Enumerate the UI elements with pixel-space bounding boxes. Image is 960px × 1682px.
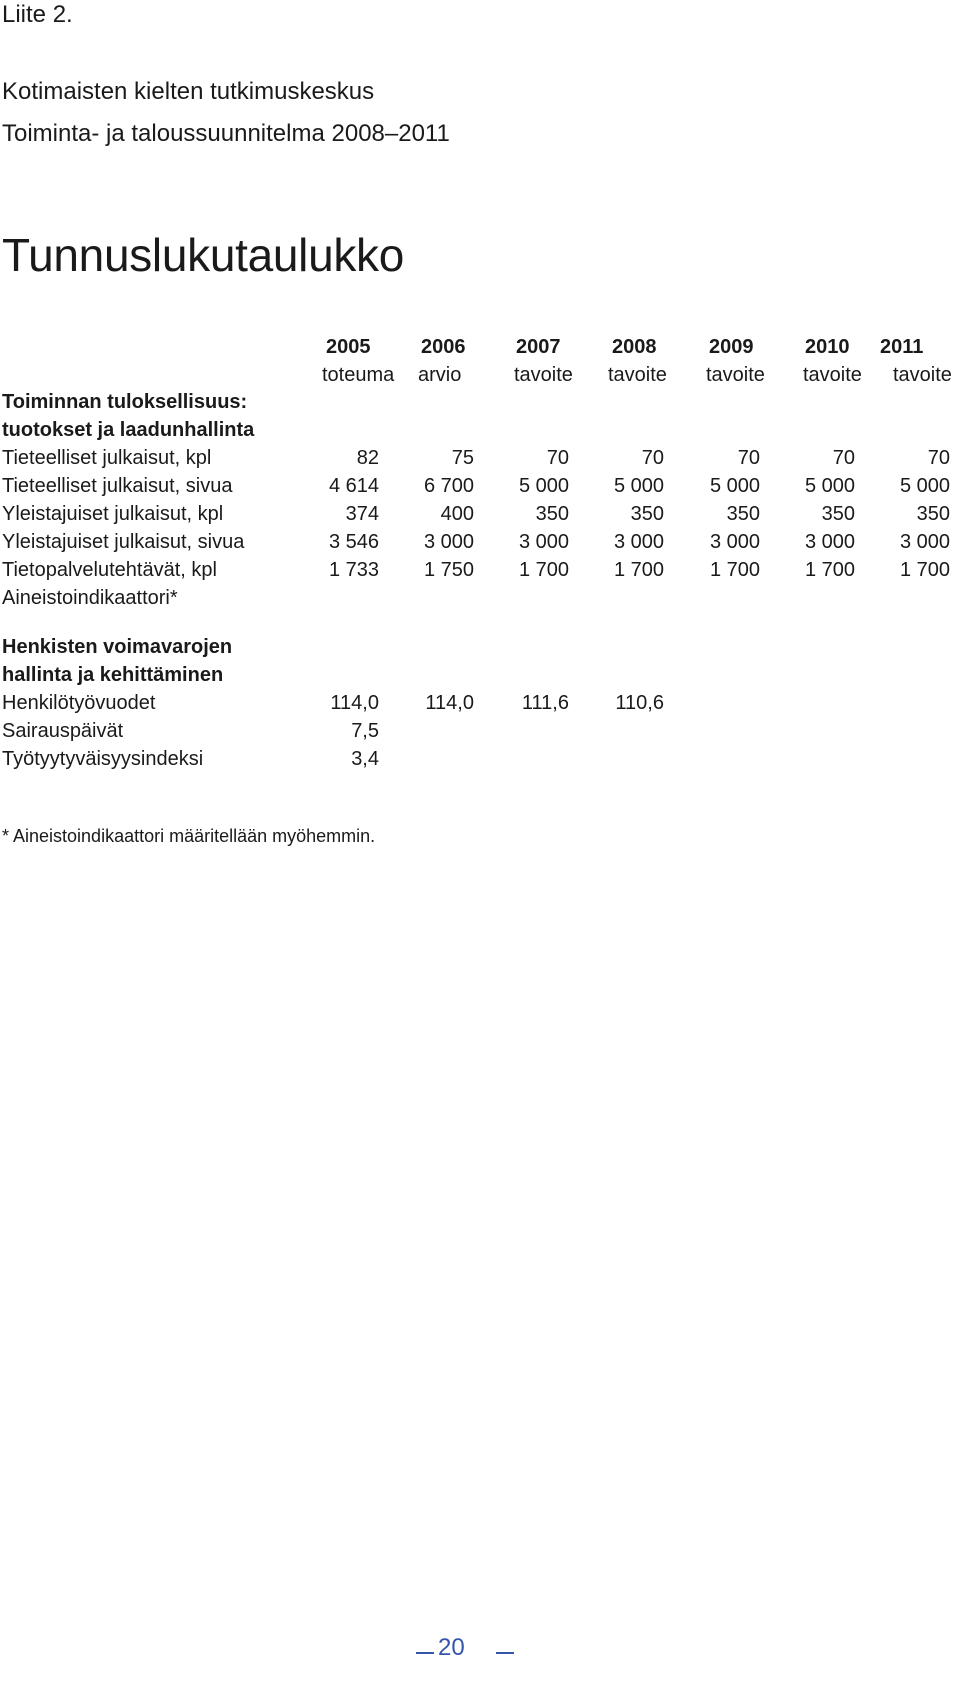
row-label: Tieteelliset julkaisut, kpl xyxy=(2,447,212,469)
column-type-2006: arvio xyxy=(418,364,462,386)
row-label: Henkilötyövuodet xyxy=(2,692,156,714)
cell-value: 350 xyxy=(821,503,855,525)
cell-value: 350 xyxy=(916,503,950,525)
column-type-2010: tavoite xyxy=(803,364,862,386)
cell-value: 3 000 xyxy=(709,531,760,553)
cell-value: 3 000 xyxy=(804,531,855,553)
column-type-2011: tavoite xyxy=(893,364,952,386)
row-label: Yleistajuiset julkaisut, kpl xyxy=(2,503,224,525)
cell-value: 1 750 xyxy=(423,559,474,581)
cell-value: 1 700 xyxy=(613,559,664,581)
row-label: Työtyytyväisyysindeksi xyxy=(2,748,204,770)
section2-heading-line1: Henkisten voimavarojen xyxy=(2,636,233,658)
cell-value: 6 700 xyxy=(423,475,474,497)
cell-value: 5 000 xyxy=(899,475,950,497)
cell-value: 82 xyxy=(356,447,379,469)
footnote: * Aineistoindikaattori määritellään myöhemmin. xyxy=(2,826,376,846)
row-label: Tieteelliset julkaisut, sivua xyxy=(2,475,233,497)
cell-value: 5 000 xyxy=(709,475,760,497)
section2-heading-line2: hallinta ja kehittäminen xyxy=(2,664,224,686)
cell-value: 5 000 xyxy=(613,475,664,497)
cell-value: 75 xyxy=(451,447,474,469)
row-label: Yleistajuiset julkaisut, sivua xyxy=(2,531,245,553)
column-year-2009: 2009 xyxy=(709,336,754,358)
cell-value: 5 000 xyxy=(804,475,855,497)
column-year-2010: 2010 xyxy=(805,336,850,358)
cell-value: 3,4 xyxy=(351,748,379,770)
cell-value: 3 546 xyxy=(328,531,379,553)
cell-value: 70 xyxy=(927,447,950,469)
section1-heading-line1: Toiminnan tuloksellisuus: xyxy=(2,391,248,413)
cell-value: 3 000 xyxy=(423,531,474,553)
column-type-2005: toteuma xyxy=(322,364,395,386)
column-type-2009: tavoite xyxy=(706,364,765,386)
column-year-2008: 2008 xyxy=(612,336,657,358)
cell-value: 7,5 xyxy=(351,720,379,742)
section1-heading-line2: tuotokset ja laadunhallinta xyxy=(2,419,255,441)
cell-value: 114,0 xyxy=(425,692,474,714)
cell-value: 1 700 xyxy=(518,559,569,581)
cell-value: 70 xyxy=(546,447,569,469)
column-year-2006: 2006 xyxy=(421,336,466,358)
cell-value: 3 000 xyxy=(899,531,950,553)
cell-value: 350 xyxy=(630,503,664,525)
cell-value: 111,6 xyxy=(521,692,569,714)
cell-value: 1 700 xyxy=(804,559,855,581)
row-label: Aineistoindikaattori* xyxy=(2,587,178,609)
org-name: Kotimaisten kielten tutkimuskeskus xyxy=(2,78,375,105)
cell-value: 114,0 xyxy=(330,692,379,714)
column-year-2007: 2007 xyxy=(516,336,561,358)
page-number-dash-right xyxy=(496,1652,514,1654)
plan-title: Toiminta- ja taloussuunnitelma 2008–2011 xyxy=(2,120,450,147)
column-year-2005: 2005 xyxy=(326,336,371,358)
cell-value: 3 000 xyxy=(613,531,664,553)
column-year-2011: 2011 xyxy=(880,336,924,358)
cell-value: 374 xyxy=(345,503,379,525)
cell-value: 1 700 xyxy=(899,559,950,581)
cell-value: 70 xyxy=(737,447,760,469)
row-label: Sairauspäivät xyxy=(2,720,124,742)
column-type-2008: tavoite xyxy=(608,364,667,386)
cell-value: 4 614 xyxy=(328,475,379,497)
liite-label: Liite 2. xyxy=(2,1,73,28)
page-number: 20 xyxy=(438,1634,465,1661)
cell-value: 110,6 xyxy=(615,692,664,714)
cell-value: 400 xyxy=(440,503,474,525)
page-number-dash-left xyxy=(416,1652,434,1654)
cell-value: 70 xyxy=(832,447,855,469)
cell-value: 3 000 xyxy=(518,531,569,553)
column-type-2007: tavoite xyxy=(514,364,573,386)
cell-value: 350 xyxy=(535,503,569,525)
page-title: Tunnuslukutaulukko xyxy=(2,229,405,281)
cell-value: 1 700 xyxy=(709,559,760,581)
row-label: Tietopalvelutehtävät, kpl xyxy=(2,559,217,581)
cell-value: 350 xyxy=(726,503,760,525)
cell-value: 5 000 xyxy=(518,475,569,497)
cell-value: 70 xyxy=(641,447,664,469)
cell-value: 1 733 xyxy=(328,559,379,581)
